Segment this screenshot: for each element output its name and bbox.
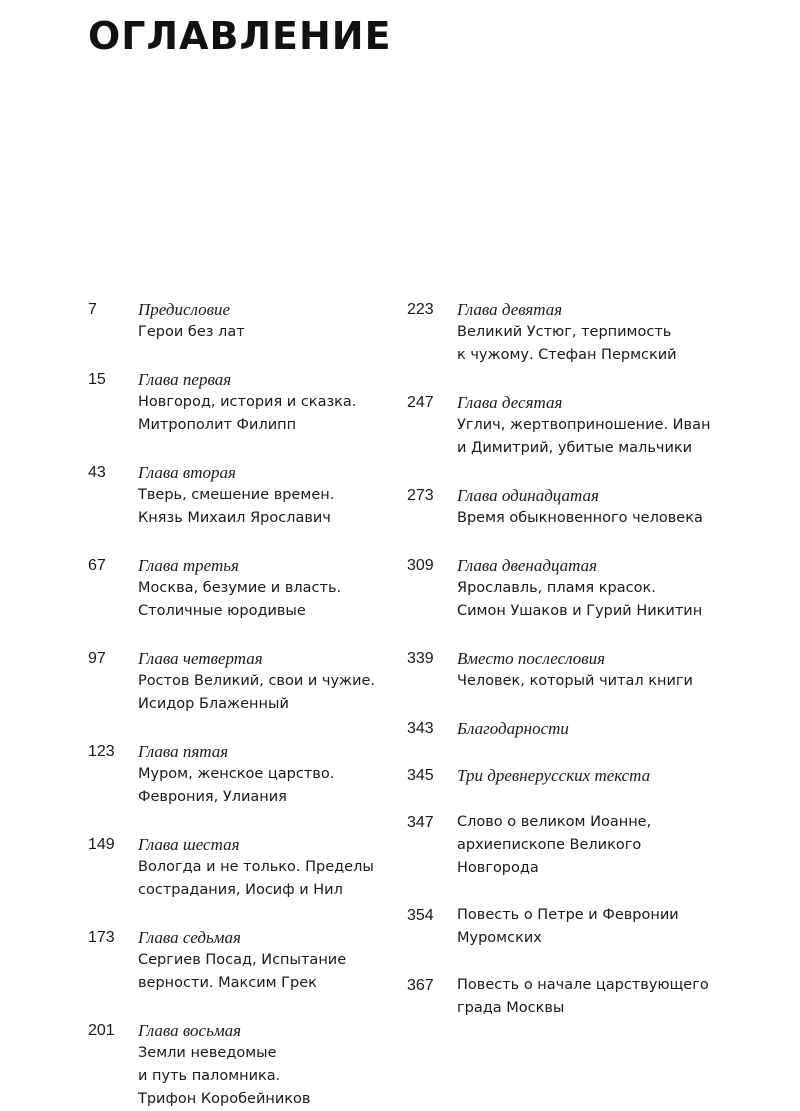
toc-entry-title-line: Митрополит Филипп bbox=[138, 417, 297, 433]
toc-chapter-heading: Глава восьмая bbox=[138, 1021, 242, 1040]
toc-entry-title-line: Вологда и не только. Пределы bbox=[138, 859, 374, 875]
toc-entry-title-line: Человек, который читал книги bbox=[457, 673, 693, 689]
toc-entry-title-line: Муром, женское царство. bbox=[138, 766, 335, 782]
toc-entry-title-line: Герои без лат bbox=[138, 324, 245, 340]
toc-chapter-heading: Глава одинадцатая bbox=[457, 486, 599, 505]
toc-entry bbox=[407, 298, 737, 367]
toc-chapter-heading: Глава четвертая bbox=[138, 649, 263, 668]
toc-entry bbox=[407, 391, 737, 460]
page-title: ОГЛАВЛЕНИЕ bbox=[88, 14, 392, 58]
toc-entry bbox=[88, 926, 388, 995]
toc-chapter-heading: Глава десятая bbox=[457, 393, 563, 412]
toc-chapter-heading: Вместо послесловия bbox=[457, 649, 606, 668]
toc-page-number: 347 bbox=[407, 814, 434, 831]
toc-entry bbox=[407, 974, 737, 1020]
toc-chapter-heading: Глава шестая bbox=[138, 835, 240, 854]
toc-entry-title-line: Время обыкновенного человека bbox=[457, 510, 703, 526]
toc-entry-title-line: Новгород, история и сказка. bbox=[138, 394, 357, 410]
toc-entry bbox=[88, 647, 388, 716]
toc-chapter-heading: Благодарности bbox=[457, 719, 569, 738]
toc-page-number: 343 bbox=[407, 720, 434, 737]
toc-entry-title-line: Повесть о начале царствующего bbox=[457, 977, 709, 993]
toc-entry-title-line: Великий Устюг, терпимость bbox=[457, 324, 672, 340]
toc-right-column bbox=[407, 298, 737, 1020]
toc-entry-title-line: Слово о великом Иоанне, bbox=[457, 814, 652, 830]
toc-page-number: 201 bbox=[88, 1022, 115, 1039]
toc-chapter-heading: Предисловие bbox=[138, 300, 231, 319]
toc-entry-title-line: Столичные юродивые bbox=[138, 603, 306, 619]
toc-entry-title-line: Феврония, Улиания bbox=[138, 789, 287, 805]
toc-page-number: 273 bbox=[407, 487, 434, 504]
toc-chapter-heading: Глава девятая bbox=[457, 300, 563, 319]
toc-chapter-heading: Глава третья bbox=[138, 556, 239, 575]
toc-page-number: 123 bbox=[88, 743, 115, 760]
toc-entry-title-line: Повесть о Петре и Февронии bbox=[457, 907, 679, 923]
toc-entry-title-line: Ростов Великий, свои и чужие. bbox=[138, 673, 376, 689]
toc-entry bbox=[407, 484, 737, 530]
toc-entry bbox=[407, 764, 737, 787]
toc-entry-title-line: сострадания, Иосиф и Нил bbox=[138, 882, 343, 898]
toc-entry-title-line: Тверь, смешение времен. bbox=[138, 487, 335, 503]
toc-entry-title-line: Князь Михаил Ярославич bbox=[138, 510, 331, 526]
toc-page-number: 309 bbox=[407, 557, 434, 574]
toc-entry bbox=[407, 811, 737, 880]
toc-entry bbox=[407, 904, 737, 950]
toc-page-number: 339 bbox=[407, 650, 434, 667]
toc-page-number: 149 bbox=[88, 836, 115, 853]
toc-page-number: 97 bbox=[88, 650, 106, 667]
toc-chapter-heading: Глава пятая bbox=[138, 742, 229, 761]
toc-page-number: 354 bbox=[407, 907, 434, 924]
toc-entry-title-line: архиепископе Великого bbox=[457, 837, 642, 853]
toc-entry-title-line: Муромских bbox=[457, 930, 542, 946]
toc-entry bbox=[88, 461, 388, 530]
toc-entry-title-line: Москва, безумие и власть. bbox=[138, 580, 342, 596]
toc-entry-title-line: града Москвы bbox=[457, 1000, 565, 1016]
toc-entry bbox=[88, 368, 388, 437]
toc-entry bbox=[88, 1019, 388, 1111]
toc-entry bbox=[407, 717, 737, 740]
toc-entry-title-line: Земли неведомые bbox=[138, 1045, 277, 1061]
toc-page-number: 247 bbox=[407, 394, 434, 411]
toc-entry-title-line: Симон Ушаков и Гурий Никитин bbox=[457, 603, 703, 619]
toc-entry-title-line: Исидор Блаженный bbox=[138, 696, 289, 712]
toc-entry-title-line: к чужому. Стефан Пермский bbox=[457, 347, 677, 363]
toc-entry-title-line: Сергиев Посад, Испытание bbox=[138, 952, 347, 968]
toc-entry bbox=[88, 740, 388, 809]
toc-page-number: 15 bbox=[88, 371, 106, 388]
toc-page-number: 43 bbox=[88, 464, 106, 481]
toc-chapter-heading: Глава седьмая bbox=[138, 928, 241, 947]
toc-page-number: 67 bbox=[88, 557, 106, 574]
toc-page-number: 367 bbox=[407, 977, 434, 994]
toc-chapter-heading: Глава двенадцатая bbox=[457, 556, 598, 575]
toc-entry-title-line: верности. Максим Грек bbox=[138, 975, 317, 991]
toc-entry bbox=[88, 833, 388, 902]
toc-chapter-heading: Три древнерусских текста bbox=[457, 766, 651, 785]
toc-entry-title-line: Трифон Коробейников bbox=[138, 1091, 311, 1107]
toc-entry-title-line: и путь паломника. bbox=[138, 1068, 281, 1084]
toc-entry bbox=[407, 554, 737, 623]
toc-entry-title-line: Ярославль, пламя красок. bbox=[457, 580, 656, 596]
toc-left-column bbox=[88, 298, 388, 1111]
toc-page-number: 7 bbox=[88, 301, 97, 318]
toc-entry bbox=[88, 298, 388, 344]
toc-entry bbox=[88, 554, 388, 623]
toc-page-number: 345 bbox=[407, 767, 434, 784]
toc-page-number: 173 bbox=[88, 929, 115, 946]
toc-chapter-heading: Глава вторая bbox=[138, 463, 236, 482]
toc-entry-title-line: Новгорода bbox=[457, 860, 539, 876]
toc-entry bbox=[407, 647, 737, 693]
toc-entry-title-line: и Димитрий, убитые мальчики bbox=[457, 440, 693, 456]
toc-page-number: 223 bbox=[407, 301, 434, 318]
toc-chapter-heading: Глава первая bbox=[138, 370, 232, 389]
toc-entry-title-line: Углич, жертвоприношение. Иван bbox=[457, 417, 711, 433]
